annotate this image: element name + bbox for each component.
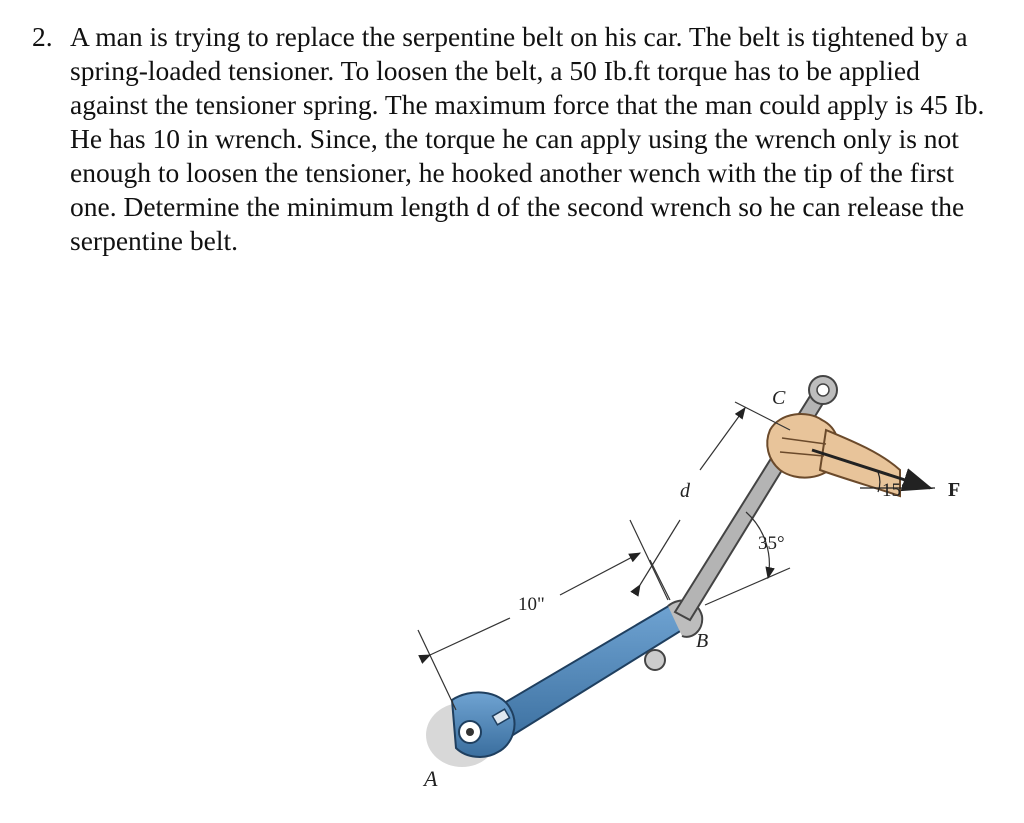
first-wrench [452, 601, 702, 757]
label-c: C [772, 387, 786, 409]
label-b: B [696, 630, 709, 652]
label-f: F [948, 479, 961, 501]
problem-text: A man is trying to replace the serpentine belt on his car. The belt is tightened by a spring-loaded tensioner. To loosen the belt, a 50 Ib.ft torque has to be applied against the tensioner spring. The maximum force that the man could apply is 45 Ib. He has 10 in wrench. Since, the torque he can apply using the wrench only is not enough to loosen the tensioner, he hooked another wench with the tip of the first one. Determine the minimum length d of the second wrench so he can release the serpentine belt. [70, 21, 985, 256]
angle-15-label: 15° [882, 480, 909, 501]
angle-35-label: 35° [758, 533, 785, 554]
dimension-10-label: 10" [518, 594, 545, 615]
label-a: A [424, 766, 438, 791]
label-d: d [680, 480, 690, 502]
problem-number: 2. [32, 21, 53, 52]
